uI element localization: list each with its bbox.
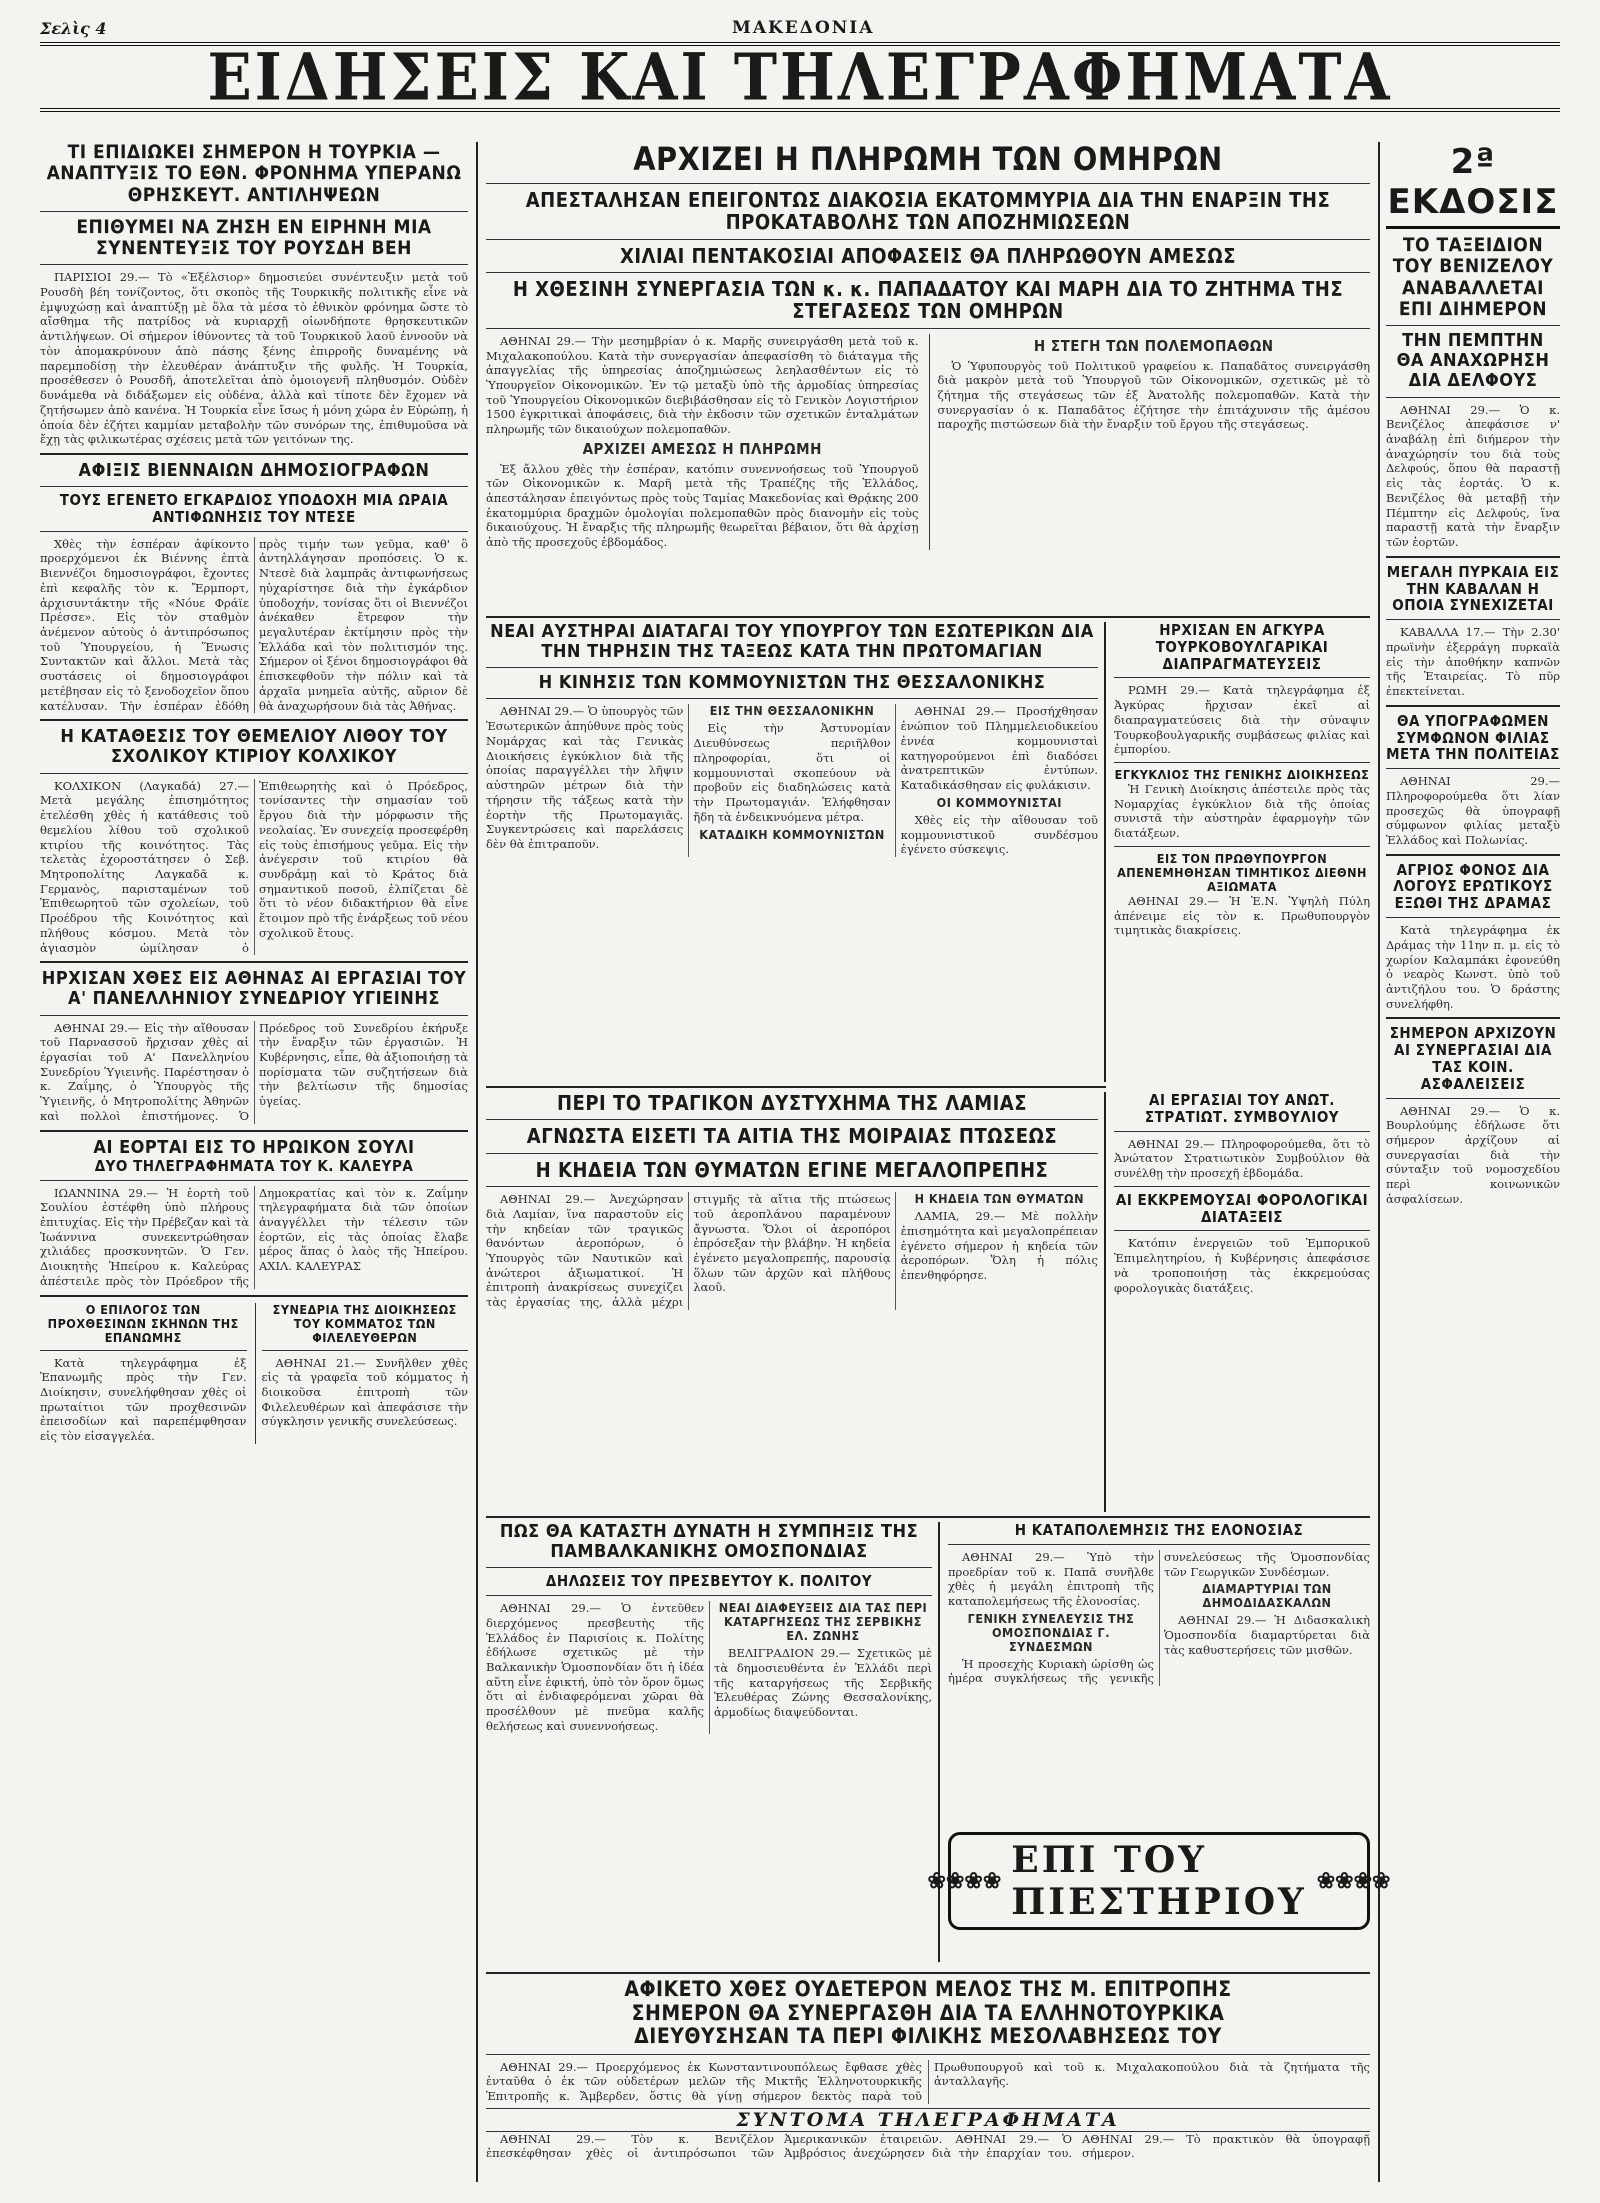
headline: ΑΦΙΚΕΤΟ ΧΘΕΣ ΟΥΔΕΤΕΡΟΝ ΜΕΛΟΣ ΤΗΣ Μ. ΕΠΙΤΡΟΠΗΣ (624, 1977, 1232, 2001)
headline: ΕΙΣ ΤΟΝ ΠΡΩΘΥΠΟΥΡΓΟΝ ΑΠΕΝΕΜΗΘΗΣΑΝ ΤΙΜΗΤΙΚΟΣ ΔΙΕΘΝΗ ΑΞΙΩΜΑΤΑ (1117, 850, 1367, 894)
headline: ΣΥΝΕΔΡΙΑ ΤΗΣ ΔΙΟΙΚΗΣΕΩΣ ΤΟΥ ΚΟΜΜΑΤΟΣ ΤΩΝ ΦΙΛΕΛΕΥΘΕΡΩΝ (272, 1301, 457, 1345)
headline: ΜΕΓΑΛΗ ΠΥΡΚΑΙΑ ΕΙΣ ΤΗΝ ΚΑΒΑΛΑΝ Η ΟΠΟΙΑ ΣΥΝΕΧΙΖΕΤΑΙ (1386, 562, 1560, 615)
headline: ΑΡΧΙΖΕΙ Η ΠΛΗΡΩΜΗ ΤΩΝ ΟΜΗΡΩΝ (633, 140, 1223, 178)
inner-headline: ΝΕΑΙ ΔΙΑΦΕΥΞΕΙΣ ΔΙΑ ΤΑΣ ΠΕΡΙ ΚΑΤΑΡΓΗΣΕΩΣ ΤΗΣ ΣΕΡΒΙΚΗΣ ΕΛ. ΖΩΝΗΣ (718, 1600, 928, 1644)
article-body: ΚΑΒΑΛΛΑ 17.— Τὴν 2.30' πρωϊνὴν ἐξερράγη πυρκαϊὰ εἰς τὴν ἀποθήκην καπνῶν τῆς Ἑταιρείας. Τὸ πῦρ ἐπεκτείνεται. (1386, 625, 1560, 698)
press-stamp (927, 1832, 1391, 1930)
subheadline: ΕΠΙΘΥΜΕΙ ΝΑ ΖΗΣΗ ΕΝ ΕΙΡΗΝΗ ΜΙΑ ΣΥΝΕΝΤΕΥΞΙΣ ΤΟΥ ΡΟΥΣΔΗ ΒΕΗ (76, 215, 432, 260)
headline: Ο ΕΠΙΛΟΓΟΣ ΤΩΝ ΠΡΟΧΘΕΣΙΝΩΝ ΣΚΗΝΩΝ ΤΗΣ ΕΠΑΝΩΜΗΣ (47, 1301, 239, 1345)
article-body: ΑΘΗΝΑΙ 29.— Ὁ ἐντεῦθεν διερχόμενος πρεσβευτὴς τῆς Ἑλλάδος ἐν Παρισίοις κ. Πολίτης ἐδήλωσε σχετικῶς μὲ τὴν Βαλκανικὴν Ὁμοσπονδίαν ὅτι ἡ ἰδέα αὕτη εἶνε ἐφικτή, ὑπὸ τὸν ὅρον ὅμως ὅτι αἱ ἐνδιαφερόμεναι χῶραι θὰ προσέλθουν μὲ πνεῦμα καλῆς θελήσεως καὶ συνεννοήσεως. ΝΕΑΙ ΔΙΑΦΕΥΞΕΙΣ ΔΙΑ ΤΑΣ ΠΕΡΙ ΚΑΤΑΡΓΗΣΕΩΣ ΤΗΣ ΣΕΡΒΙΚΗΣ ΕΛ. ΖΩΝΗΣ ΒΕΛΙΓΡΑΔΙΟΝ 29.— Σχετικῶς μὲ τὰ δημοσιευθέντα ἐν Ἑλλάδι περὶ τῆς καταργήσεως τῆς Σερβικῆς Ἐλευθέρας Ζώνης Θεσσαλονίκης, ἁρμοδίως διαψεύδονται. (486, 1600, 932, 1733)
article-body: ΚΟΛΧΙΚΟΝ (Λαγκαδά) 27.— Μετὰ μεγάλης ἐπισημότητος ἐτελέσθη χθὲς ἡ κατάθεσις τοῦ θεμελίου λίθου τοῦ σχολικοῦ κτιρίου τῆς κοινότητος. Τὰς τελετὰς ἐχοροστάτησεν ὁ Σεβ. Μητροπολίτης Λαγκαδᾶ κ. Γερμανὸς, παρισταμένων τοῦ Ἐπιθεωρητοῦ τῶν σχολείων, τοῦ Προέδρου τῆς Κοινότητος καὶ πλήθους κόσμου. Μετὰ τὸν ἁγιασμὸν ὡμίλησαν ὁ Ἐπιθεωρητὴς καὶ ὁ Πρόεδρος, τονίσαντες τὴν σημασίαν τοῦ ἔργου διὰ τὴν μόρφωσιν τῆς νεολαίας. Ἐν συνεχείᾳ προσεφέρθη εἰς τοὺς ἐπισήμους γεῦμα. Εἰς τὴν ἀνέγερσιν τοῦ κτιρίου θὰ συνδράμῃ καὶ τὸ Κράτος διὰ σημαντικοῦ ποσοῦ, ἐλπίζεται δὲ ὅτι τὸ νέον διδακτήριον θὰ εἶνε ἕτοιμον πρὸ τῆς ἐνάρξεως τοῦ νέου σχολικοῦ ἔτους. (40, 778, 468, 955)
center-columns (486, 140, 1391, 2182)
headline: ΤΙ ΕΠΙΔΙΩΚΕΙ ΣΗΜΕΡΟΝ Η ΤΟΥΡΚΙΑ — ΑΝΑΠΤΥΞΙΣ ΤΟ ΕΘΝ. ΦΡΟΝΗΜΑ ΥΠΕΡΑΝΩ ΘΡΗΣΚΕΥΤ. ΑΝΤΙΛΗΨΕΩΝ (46, 141, 462, 206)
subheadline: ΔΗΛΩΣΕΙΣ ΤΟΥ ΠΡΕΣΒΕΥΤΟΥ Κ. ΠΟΛΙΤΟΥ (545, 1572, 873, 1591)
headline: ΑΙ ΕΟΡΤΑΙ ΕΙΣ ΤΟ ΗΡΩΙΚΟΝ ΣΟΥΛΙ (93, 1136, 415, 1158)
columns (40, 142, 1560, 2182)
article-body: ΑΘΗΝΑΙ 29.— Ὁ ὑπουργὸς τῶν Ἐσωτερικῶν ἀπηύθυνε πρὸς τοὺς Νομάρχας καὶ τὰς Γενικὰς Διοικήσεις ἐγκύκλιον διὰ τῆς ὁποίας παραγγέλλει τὴν λῆψιν αὐστηρῶν μέτρων διὰ τὴν τήρησιν τῆς τάξεως κατὰ τὴν ἑορτὴν τῆς Πρωτομαγιᾶς. Συγκεντρώσεις καὶ παρελάσεις δὲν θὰ ἐπιτραποῦν. ΕΙΣ ΤΗΝ ΘΕΣΣΑΛΟΝΙΚΗΝ Εἰς τὴν Ἀστυνομίαν Διευθύνσεως περιῆλθον πληροφορίαι, ὅτι οἱ κομμουνισταὶ σκοπεύουν νὰ προβοῦν εἰς διαδηλώσεις κατὰ τὴν Πρωτομαγιάν. Ἐλήφθησαν ἤδη τὰ ἐνδεικνυόμενα μέτρα. ΚΑΤΑΔΙΚΗ ΚΟΜΜΟΥΝΙΣΤΩΝ ΑΘΗΝΑΙ 29.— Προσήχθησαν ἐνώπιον τοῦ Πλημμελειοδικείου ἐννέα κομμουνισταὶ κατηγορούμενοι ἐπὶ διαδόσει ἀνατρεπτικῶν ἐντύπων. Καταδικάσθησαν εἰς φυλάκισιν. ΟΙ ΚΟΜΜΟΥΝΙΣΤΑΙ Χθὲς εἰς τὴν αἴθουσαν τοῦ κομμουνιστικοῦ συνδέσμου ἐγένετο σύσκεψις. (486, 703, 1098, 857)
article-body: ΑΘΗΝΑΙ 29.— Τὴν μεσημβρίαν ὁ κ. Μαρῆς συνειργάσθη μετὰ τοῦ κ. Μιχαλακοπούλου. Κατὰ τὴν συνεργασίαν ἀπεφασίσθη τὸ διάταγμα τῆς ἀπαγγελίας τῆς ὑπηρεσίας ἀποζημιώσεως λεηλασθέντων εἰς τὸ Ὑπουργεῖον Οἰκονομικῶν. Ἐν τῷ μεταξὺ ὑπὸ τῆς ἁρμοδίας ὑπηρεσίας τοῦ Ὑπουργείου Οἰκονομικῶν διεβιβάσθησαν εἰς τὸ Γενικὸν Λογιστήριον 1500 ἐγκριτικαὶ ἀποφάσεις, διὰ τὴν ἐκδοσιν τῶν σχετικῶν ἐνταλμάτων πληρωμῆς τῶν δικαιούχων πολεμοπαθῶν. ΑΡΧΙΖΕΙ ΑΜΕΣΩΣ Η ΠΛΗΡΩΜΗ Ἐξ ἄλλου χθὲς τὴν ἑσπέραν, κατόπιν συνεννοήσεως τοῦ Ὑπουργοῦ τῶν Οἰκονομικῶν κ. Μαρῆ μετὰ τῆς Τραπέζης τῆς Ἑλλάδος, ἀπεστάλησαν ἐπειγόντως πρὸς τοὺς Ταμίας Μακεδονίας καὶ Θρᾴκης 200 ἑκατομμύρια δραχμῶν ὁμολογίαι πολεμοπαθῶν πρὸς διανομὴν εἰς τοὺς δικαιούχους. Ἡ ἔναρξις τῆς πληρωμῆς θεωρεῖται βέβαιον, ὅτι θὰ ἀρχίσῃ ἀπὸ τῆς προσεχοῦς ἑβδομάδος. (486, 333, 919, 550)
inner-headline: ΔΙΑΜΑΡΤΥΡΙΑΙ ΤΩΝ ΔΗΜΟΔΙΔΑΣΚΑΛΩΝ (1202, 1581, 1332, 1611)
headline: ΤΟ ΤΑΞΕΙΔΙΟΝ ΤΟΥ ΒΕΝΙΖΕΛΟΥ ΑΝΑΒΑΛΛΕΤΑΙ ΕΠΙ ΔΙΗΜΕΡΟΝ (1392, 234, 1554, 320)
left-column (40, 142, 478, 2182)
article-body: ΑΘΗΝΑΙ 29.— Πληροφορούμεθα, ὅτι τὸ Ἀνώτατον Στρατιωτικὸν Συμβούλιον θὰ συνέλθῃ τὴν προσεχῆ ἑβδομάδα. (1114, 1136, 1370, 1181)
newspaper-page (40, 10, 1560, 2190)
article-body: ΑΘΗΝΑΙ 29.— Ὑπὸ τὴν προεδρίαν τοῦ κ. Παπᾶ συνῆλθε χθὲς ἡ μεγάλη ἐπιτροπὴ τῆς καταπολεμήσεως τῆς ἑλονοσίας. ΓΕΝΙΚΗ ΣΥΝΕΛΕΥΣΙΣ ΤΗΣ ΟΜΟΣΠΟΝΔΙΑΣ Γ. ΣΥΝΔΕΣΜΩΝ Ἡ προσεχὴς Κυριακὴ ὡρίσθη ὡς ἡμέρα συγκλήσεως τῆς γενικῆς συνελεύσεως τῆς Ὁμοσπονδίας τῶν Γεωργικῶν Συνδέσμων. ΔΙΑΜΑΡΤΥΡΙΑΙ ΤΩΝ ΔΗΜΟΔΙΔΑΣΚΑΛΩΝ ΑΘΗΝΑΙ 29.— Ἡ Διδασκαλικὴ Ὁμοσπονδία διαμαρτύρεται διὰ τὰς καθυστερήσεις τῶν μισθῶν. (948, 1549, 1370, 1686)
article-ankara (1114, 622, 1370, 1082)
article-school-foundation (40, 727, 468, 955)
headline: ΠΩΣ ΘΑ ΚΑΤΑΣΤΗ ΔΥΝΑΤΗ Η ΣΥΜΠΗΞΙΣ ΤΗΣ ΠΑΜΒΑΛΚΑΝΙΚΗΣ ΟΜΟΣΠΟΝΔΙΑΣ (499, 1521, 919, 1563)
article-body: ΑΘΗΝΑΙ 29.— Προερχόμενος ἐκ Κωνσταντινουπόλεως ἔφθασε χθὲς ἐνταῦθα ὁ ἐκ τῶν οὐδετέρων μελῶν τῆς Μικτῆς Ἑλληνοτουρκικῆς Ἐπιτροπῆς κ. Ἄμβερδεν, ὅστις θὰ γίνῃ σήμερον δεκτὸς παρὰ τοῦ Πρωθυπουργοῦ καὶ τοῦ κ. Μιχαλακοπούλου διὰ τὰ ζητήματα τῆς ἀνταλλαγῆς. (486, 2059, 1370, 2103)
article-mayday-orders (486, 622, 1106, 1082)
article-body: ΑΘΗΝΑΙ 21.— Συνῆλθεν χθὲς εἰς τὰ γραφεῖα τοῦ κόμματος ἡ διοικοῦσα ἐπιτροπὴ τῶν Φιλελευθέρων καὶ ἀπεφάσισε τὴν σύγκλησιν γενικῆς συνελεύσεως. (261, 1355, 468, 1429)
subheadline-1: ΣΗΜΕΡΟΝ ΘΑ ΣΥΝΕΡΓΑΣΘΗ ΔΙΑ ΤΑ ΕΛΛΗΝΟΤΟΥΡΚΙΚΑ (631, 2000, 1225, 2025)
subheadline-1: ΑΠΕΣΤΑΛΗΣΑΝ ΕΠΕΙΓΟΝΤΩΣ ΔΙΑΚΟΣΙΑ ΕΚΑΤΟΜΜΥΡΙΑ ΔΙΑ ΤΗΝ ΕΝΑΡΞΙΝ ΤΗΣ ΠΡΟΚΑΤΑΒΟΛΗΣ ΤΩΝ ΑΠΟΖΗΜΙΩΣΕΩΝ (525, 187, 1331, 235)
lead-article-hostages (486, 142, 1370, 612)
headline: ΑΦΙΞΙΣ ΒΙΕΝΝΑΙΩΝ ΔΗΜΟΣΙΟΓΡΑΦΩΝ (78, 459, 430, 481)
article-lamia (486, 1092, 1106, 1512)
right-column (1378, 142, 1560, 2182)
article-body: ΑΘΗΝΑΙ 29.— Ἡ Ἐ.Ν. Ὑψηλὴ Πύλη ἀπένειμε εἰς τὸν κ. Πρωθυπουργὸν τιμητικὰς διακρίσεις. (1114, 893, 1370, 938)
article-body: Ἡ Γενικὴ Διοίκησις ἀπέστειλε πρὸς τὰς Νομαρχίας ἐγκύκλιον διὰ τῆς ὁποίας συνιστᾶ τὴν αὐστηρὰν ἐφαρμογὴν τῶν διατάξεων. (1114, 781, 1370, 841)
article-body: Η ΣΤΕΓΗ ΤΩΝ ΠΟΛΕΜΟΠΑΘΩΝ Ὁ Ὑφυπουργὸς τοῦ Πολιτικοῦ γραφείου κ. Παπαδᾶτος συνειργάσθη διὰ μακρὸν μετὰ τοῦ Ὑπουργοῦ τῶν Οἰκονομικῶν, σχετικῶς μὲ τὸ ζήτημα τῆς στεγάσεως τῶν ἐξ Ἀνατολῆς πολεμοπαθῶν. Κατὰ τὴν συνεργασίαν ὁ κ. Παπαδᾶτος ἐζήτησε τὴν ἐπιτάχυνσιν τῆς ἀμέσου παροχῆς πιστώσεων διὰ τὴν ἔναρξιν τοῦ ἔργου τῆς στεγάσεως. (929, 334, 1371, 550)
article-military-council (1114, 1092, 1370, 1512)
newspaper-name: ΜΑΚΕΔΟΝΙΑ (732, 18, 875, 38)
article-balkan-federation (486, 1522, 940, 1962)
short-telegrams-title: ΣΥΝΤΟΜΑ ΤΗΛΕΓΡΑΦΗΜΑΤΑ (486, 2108, 1370, 2132)
inner-headline: ΓΕΝΙΚΗ ΣΥΝΕΛΕΥΣΙΣ ΤΗΣ ΟΜΟΣΠΟΝΔΙΑΣ Γ. ΣΥΝΔΕΣΜΩΝ (967, 1610, 1135, 1654)
page-header (40, 10, 1560, 38)
section-banner (40, 38, 1560, 116)
article-body: ΑΘΗΝΑΙ 29.— Πληροφορούμεθα ὅτι λίαν προσεχῶς θὰ ὑπογραφῇ σύμφωνον φιλίας μεταξὺ Ἑλλάδος καὶ Πολωνίας. (1386, 774, 1560, 847)
headline: ΑΓΡΙΟΣ ΦΟΝΟΣ ΔΙΑ ΛΟΓΟΥΣ ΕΡΩΤΙΚΟΥΣ ΕΞΩΘΙ ΤΗΣ ΔΡΑΜΑΣ (1393, 860, 1553, 913)
article-turkey (40, 142, 468, 447)
subheadline: Η ΚΙΝΗΣΙΣ ΤΩΝ ΚΟΜΜΟΥΝΙΣΤΩΝ ΤΗΣ ΘΕΣΣΑΛΟΝΙΚΗΣ (538, 672, 1046, 694)
subheadline-3: Η ΧΘΕΣΙΝΗ ΣΥΝΕΡΓΑΣΙΑ ΤΩΝ κ. κ. ΠΑΠΑΔΑΤΟΥ ΚΑΙ ΜΑΡΗ ΔΙΑ ΤΟ ΖΗΤΗΜΑ ΤΗΣ ΣΤΕΓΑΣΕΩΣ ΤΩΝ ΟΜΗΡΩΝ (512, 277, 1344, 324)
inner-headline: ΟΙ ΚΟΜΜΟΥΝΙΣΤΑΙ (936, 794, 1062, 810)
article-friendship-pact (1386, 713, 1560, 848)
article-body: ΡΩΜΗ 29.— Κατὰ τηλεγράφημα ἐξ Ἀγκύρας ἤρχισαν ἐκεῖ αἱ διαπραγματεύσεις διὰ τὴν σύναψιν Τουρκοβουλγαρικῆς συμβάσεως φιλίας καὶ ἐμπορίου. (1114, 683, 1370, 757)
headline: ΠΕΡΙ ΤΟ ΤΡΑΓΙΚΟΝ ΔΥΣΤΥΧΗΜΑ ΤΗΣ ΛΑΜΙΑΣ (556, 1091, 1028, 1115)
ornament-icon: ❀❀❀❀ (1316, 1868, 1391, 1894)
article-souli (40, 1138, 468, 1289)
headline: ΑΙ ΕΚΚΡΕΜΟΥΣΑΙ ΦΟΡΟΛΟΓΙΚΑΙ ΔΙΑΤΑΞΕΙΣ (1115, 1190, 1369, 1226)
headline: Η ΚΑΤΑΠΟΛΕΜΗΣΙΣ ΤΗΣ ΕΛΟΝΟΣΙΑΣ (1014, 1521, 1304, 1539)
article-press (486, 1972, 1370, 2182)
headline: ΗΡΧΙΣΑΝ ΧΘΕΣ ΕΙΣ ΑΘΗΝΑΣ ΑΙ ΕΡΓΑΣΙΑΙ ΤΟΥ Α' ΠΑΝΕΛΛΗΝΙΟΥ ΣΥΝΕΔΡΙΟΥ ΥΓΙΕΙΝΗΣ (41, 968, 467, 1010)
article-body: ΠΑΡΙΣΙΟΙ 29.— Τὸ «Ἐξέλσιορ» δημοσιεύει συνέντευξιν μετὰ τοῦ Ρουσδὴ βέη τονίζοντος, ὅτι σκοπὸς τῆς Τουρκικῆς πολιτικῆς εἶνε νὰ ἐμψυχώσῃ καὶ ἀναπτύξῃ μὲ ὅλα τὰ μέσα τὸ ἐθνικὸν φρόνημα ὥστε τὸ αἴσθημα τῆς πατρίδος νὰ κυριαρχῇ οἱωνδήποτε θρησκευτικῶν ἀντιλήψεων. Οἱ σήμερον ἰθύνοντες τὰ τοῦ Τουρκικοῦ λαοῦ ἐννοοῦν νὰ τὸν ἀπομακρύνουν ἀπὸ πάσης ξένης ἐπιρροῆς δυναμένης νὰ παρεμποδίσῃ τὴν ἐλευθέραν ἀνάπτυξιν τῆς φυλῆς. Ἡ Τουρκία, προσέθεσεν ὁ Ρουσδῆ, ἀποτελεῖται ἀπὸ ὁμοιογενῆ πληθυσμόν. Οὐδὲν δυνάμεθα νὰ διδάξωμεν εἰς οὐδένα, ἀλλὰ καὶ τίποτε δὲν ἔχομεν νὰ ζητήσωμεν ἀπὸ κανένα. Ἡ Τουρκία εἶνε ἴσως ἡ μόνη χώρα ἐν Εὐρώπῃ, ἡ ὁποία δὲν ἐζήτει καμμίαν μεταβολὴν τῶν συνόρων της, ἐπιθυμοῦσα νὰ ἔχῃ τὰς φιλικωτέρας σχέσεις μετὰ τῶν γειτόνων της. (40, 270, 468, 447)
article-body: Κατόπιν ἐνεργειῶν τοῦ Ἐμπορικοῦ Ἐπιμελητηρίου, ἡ Κυβέρνησις ἀπεφάσισε νὰ τροποποιήσῃ τὰς ἐκκρεμούσας φορολογικὰς διατάξεις. (1114, 1236, 1370, 1295)
banner-title: ΕΙΔΗΣΕΙΣ ΚΑΙ ΤΗΛΕΓΡΑΦΗΜΑΤΑ (207, 38, 1393, 116)
subheadline-2: Η ΚΗΔΕΙΑ ΤΩΝ ΘΥΜΑΤΩΝ ΕΓΙΝΕ ΜΕΓΑΛΟΠΡΕΠΗΣ (535, 1157, 1049, 1182)
article-body: ΑΘΗΝΑΙ 29.— Ὁ κ. Βενιζέλος ἀπεφάσισε ν' ἀναβάλῃ ἐπὶ διήμερον τὴν ἀναχώρησίν του διὰ τοὺς Δελφούς, ὅπου θὰ παραστῇ εἰς τὰς ἑορτάς. Ὁ κ. Βενιζέλος θὰ μεταβῇ τὴν Πέμπτην εἰς Δελφούς, ἵνα παραστῇ κατὰ τὴν ἔναρξιν τῶν ἑορτῶν. (1386, 402, 1560, 549)
article-venizelos-trip (1386, 235, 1560, 550)
headline: ΑΙ ΕΡΓΑΣΙΑΙ ΤΟΥ ΑΝΩΤ. ΣΤΡΑΤΙΩΤ. ΣΥΜΒΟΥΛΙΟΥ (1144, 1091, 1340, 1126)
subheadline-2: ΧΙΛΙΑΙ ΠΕΝΤΑΚΟΣΙΑΙ ΑΠΟΦΑΣΕΙΣ ΘΑ ΠΛΗΡΩΘΟΥΝ ΑΜΕΣΩΣ (619, 243, 1237, 268)
headline: Η ΚΑΤΑΘΕΣΙΣ ΤΟΥ ΘΕΜΕΛΙΟΥ ΛΙΘΟΥ ΤΟΥ ΣΧΟΛΙΚΟΥ ΚΤΙΡΙΟΥ ΚΟΛΧΙΚΟΥ (60, 726, 448, 768)
article-drama-murder (1386, 862, 1560, 1012)
inner-headline: Η ΚΗΔΕΙΑ ΤΩΝ ΘΥΜΑΤΩΝ (914, 1191, 1085, 1207)
lead-body (486, 334, 1370, 550)
inner-headline: ΕΙΣ ΤΗΝ ΘΕΣΣΑΛΟΝΙΚΗΝ (709, 703, 875, 719)
article-social-insurance (1386, 1025, 1560, 1206)
article-body: ΑΘΗΝΑΙ 29.— Ἀνεχώρησαν διὰ Λαμίαν, ἵνα παραστοῦν εἰς τὴν κηδείαν τῶν τραγικῶς θανόντων ἀεροπόρων, ὁ Ὑπουργὸς τῶν Ναυτικῶν καὶ ἀνώτεροι ἀξιωματικοί. Ἡ ἐπιτροπὴ ἀνακρίσεως συνεχίζει τὰς ἐργασίας της, ἀλλὰ μέχρι στιγμῆς τὰ αἴτια τῆς πτώσεως τοῦ ἀεροπλάνου παραμένουν ἄγνωστα. Ὅλοι οἱ ἀεροπόροι ἐπρόσεξαν τὴν βλάβην. Ἡ κηδεία ἐγένετο μεγαλοπρεπής, παρουσίᾳ ὅλων τῶν ἀρχῶν καὶ πλήθους λαοῦ. Η ΚΗΔΕΙΑ ΤΩΝ ΘΥΜΑΤΩΝ ΛΑΜΙΑ, 29.— Μὲ πολλὴν ἐπισημότητα καὶ μεγαλοπρέπειαν ἐγένετο σήμερον ἡ κηδεία τῶν ἀεροπόρων. Ὅλη ἡ πόλις ἐπενθηφόρησε. (486, 1191, 1098, 1310)
article-body: ΑΘΗΝΑΙ 29.— Εἰς τὴν αἴθουσαν τοῦ Παρνασσοῦ ἤρχισαν χθὲς αἱ ἐργασίαι τοῦ Α' Πανελληνίου Συνεδρίου Ὑγιεινῆς. Παρέστησαν ὁ κ. Ζαΐμης, ὁ Ὑπουργὸς τῆς Ὑγιεινῆς, ὁ Μητροπολίτης Ἀθηνῶν καὶ πολλοὶ ἐπιστήμονες. Ὁ Πρόεδρος τοῦ Συνεδρίου ἐκήρυξε τὴν ἔναρξιν τῶν ἐργασιῶν. Ἡ Κυβέρνησις, εἶπε, θὰ ἀξιοποιήσῃ τὰ πορίσματα τῶν συζητήσεων διὰ τὴν βελτίωσιν τῆς δημοσίας ὑγείας. (40, 1020, 468, 1123)
article-liberals (255, 1303, 469, 1444)
inner-headline: ΑΡΧΙΖΕΙ ΑΜΕΣΩΣ Η ΠΛΗΡΩΜΗ (582, 439, 822, 458)
subheadline-1: ΑΓΝΩΣΤΑ ΕΙΣΕΤΙ ΤΑ ΑΙΤΙΑ ΤΗΣ ΜΟΙΡΑΙΑΣ ΠΤΩΣΕΩΣ (526, 1124, 1058, 1149)
ornament-icon: ❀❀❀❀ (927, 1868, 1002, 1894)
subheadline: ΔΥΟ ΤΗΛΕΓΡΑΦΗΜΑΤΑ ΤΟΥ Κ. ΚΑΛΕΥΡΑ (94, 1156, 414, 1175)
inner-headline: ΚΑΤΑΔΙΚΗ ΚΟΜΜΟΥΝΙΣΤΩΝ (699, 826, 885, 842)
headline: ΘΑ ΥΠΟΓΡΑΦΩΜΕΝ ΣΥΜΦΩΝΟΝ ΦΙΛΙΑΣ ΜΕΤΑ ΤΗΝ ΠΟΛΙΤΕΙΑΣ (1386, 711, 1560, 764)
inner-headline: Η ΣΤΕΓΗ ΤΩΝ ΠΟΛΕΜΟΠΑΘΩΝ (1033, 336, 1274, 355)
headline: ΗΡΧΙΣΑΝ ΕΝ ΑΓΚΥΡΑ ΤΟΥΡΚΟΒΟΥΛΓΑΡΙΚΑΙ ΔΙΑΠΡΑΓΜΑΤΕΥΣΕΙΣ (1155, 621, 1329, 673)
article-epanomi (40, 1303, 247, 1444)
short-telegrams-body: ΑΘΗΝΑΙ 29.— Τὸν κ. Βενιζέλον ἐπεσκέφθησαν χθὲς οἱ ἀντιπρόσωποι τῶν Ἀμερικανικῶν ἑταιρειῶν. ΑΘΗΝΑΙ 29.— Ὁ Ἀμβρόσιος ἀνεχώρησεν διὰ τὴν ἐπαρχίαν του. ΑΘΗΝΑΙ 29.— Τὸ πρακτικὸν θὰ ὑπογραφῇ σήμερον. (486, 2131, 1370, 2161)
article-body: Χθὲς τὴν ἑσπέραν ἀφίκοντο προερχόμενοι ἐκ Βιέννης ἑπτὰ Βιεννέζοι δημοσιογράφοι, ἔχοντες ἐπὶ κεφαλῆς τὸν κ. Ἔρμπορτ, ἀρχισυντάκτην τῆς «Νόυε Φράϊε Πρέσσε». Εἰς τὸν σταθμὸν ἀνέμενον αὐτοὺς ὁ ἀντιπρόσωπος τοῦ Ὑπουργείου, ἡ Ἕνωσις Συντακτῶν καὶ ἄλλοι. Μετὰ τὰς συστάσεις οἱ δημοσιογράφοι μετέβησαν εἰς τὸ ξενοδοχεῖον ὅπου κατέλυσαν. Τὴν ἑσπέραν ἐδόθη πρὸς τιμήν των γεῦμα, καθ' ὃ ἀντηλλάγησαν προπόσεις. Ὁ κ. Ντεσὲ διὰ λαμπρᾶς ἀντιφωνήσεως ηὐχαρίστησε διὰ τὴν ἐγκάρδιον ὑποδοχήν, τονίσας ὅτι οἱ Βιεννέζοι ἀνέκαθεν ἔτρεφον τὴν μεγαλυτέραν ἐκτίμησιν πρὸς τὴν Ἑλλάδα καὶ τὸν πολιτισμόν της. Σήμερον οἱ ξένοι δημοσιογράφοι θὰ ἐπισκεφθοῦν τὴν πόλιν καὶ τὰ ἀρχαῖα μνημεῖα αὐτῆς, αὔριον δὲ θὰ ἀναχωρήσουν διὰ τὰς Ἀθήνας. (40, 536, 468, 713)
headline: ΣΗΜΕΡΟΝ ΑΡΧΙΖΟΥΝ ΑΙ ΣΥΝΕΡΓΑΣΙΑΙ ΔΙΑ ΤΑΣ ΚΟΙΝ. ΑΣΦΑΛΕΙΣΕΙΣ (1389, 1024, 1557, 1093)
subheadline: ΤΗΝ ΠΕΜΠΤΗΝ ΘΑ ΑΝΑΧΩΡΗΣΗ ΔΙΑ ΔΕΛΦΟΥΣ (1396, 330, 1550, 392)
article-hygiene-congress (40, 969, 468, 1123)
article-body: ΙΩΑΝΝΙΝΑ 29.— Ἡ ἑορτὴ τοῦ Σουλίου ἐστέφθη ὑπὸ πλήρους ἐπιτυχίας. Εἰς τὴν Πρέβεζαν καὶ τὰ Ἰωάννινα συνεκεντρώθησαν χιλιάδες προσκυνητῶν. Ὁ Γεν. Διοικητὴς Ἠπείρου κ. Καλεύρας ἀπέστειλε πρὸς τὸν Πρόεδρον τῆς Δημοκρατίας καὶ τὸν κ. Ζαΐμην τηλεγραφήματα διὰ τῶν ὁποίων ἀναγγέλλει τὴν τέλεσιν τῶν ἑορτῶν, εἰς τὰς ὁποίας ἔλαβε μέρος ἅπας ὁ λαὸς τῆς Ἠπείρου. ΑΧΙΛ. ΚΑΛΕΥΡΑΣ (40, 1185, 468, 1288)
article-viennese-journalists (40, 461, 468, 713)
subheadline: ΤΟΥΣ ΕΓΕΝΕΤΟ ΕΓΚΑΡΔΙΟΣ ΥΠΟΔΟΧΗ ΜΙΑ ΩΡΑΙΑ ΑΝΤΙΦΩΝΗΣΙΣ ΤΟΥ ΝΤΕΣΕ (59, 491, 449, 526)
press-stamp-area (927, 1832, 1391, 1962)
headline: ΕΓΚΥΚΛΙΟΣ ΤΗΣ ΓΕΝΙΚΗΣ ΔΙΟΙΚΗΣΕΩΣ (1114, 766, 1370, 782)
article-kavala-fire (1386, 564, 1560, 699)
bottom-pair (40, 1303, 468, 1444)
stamp-title: ΕΠΙ ΤΟΥ ΠΙΕΣΤΗΡΙΟΥ (1011, 1839, 1307, 1923)
edition-label: 2ª ΕΚΔΟΣΙΣ (1386, 142, 1560, 229)
article-body: ΑΘΗΝΑΙ 29.— Ὁ κ. Βουρλούμης ἐδήλωσε ὅτι σήμερον ἀρχίζουν αἱ συνεργασίαι διὰ τὴν σύνταξιν τοῦ νομοσχεδίου περὶ κοινωνικῶν ἀσφαλίσεων. (1386, 1103, 1560, 1206)
headline: ΝΕΑΙ ΑΥΣΤΗΡΑΙ ΔΙΑΤΑΓΑΙ ΤΟΥ ΥΠΟΥΡΓΟΥ ΤΩΝ ΕΣΩΤΕΡΙΚΩΝ ΔΙΑ ΤΗΝ ΤΗΡΗΣΙΝ ΤΗΣ ΤΑΞΕΩΣ ΚΑΤΑ ΤΗΝ ΠΡΩΤΟΜΑΓΙΑΝ (490, 621, 1094, 663)
article-body: Κατὰ τηλεγράφημα ἐκ Δράμας τὴν 11ην π. μ. εἰς τὸ χωρίον Καλαμπάκι ἐφονεύθη ὁ νεαρὸς Κωνστ. ὑπὸ τοῦ ἀντιζήλου του. Ὁ δράστης συνελήφθη. (1386, 923, 1560, 1011)
article-body: Κατὰ τηλεγράφημα ἐξ Ἐπανωμῆς πρὸς τὴν Γεν. Διοίκησιν, συνελήφθησαν χθὲς οἱ πρωταίτιοι τῶν προχθεσινῶν ἐπεισοδίων καὶ παρεπέμφθησαν εἰς τὸν εἰσαγγελέα. (40, 1355, 247, 1444)
page-number: Σελὶς 4 (40, 19, 107, 38)
article-malaria (948, 1522, 1370, 1822)
subheadline-2: ΔΙΕΥΘΥΣΗΣΑΝ ΤΑ ΠΕΡΙ ΦΙΛΙΚΗΣ ΜΕΣΟΛΑΒΗΣΕΩΣ ΤΟΥ (634, 2024, 1222, 2049)
